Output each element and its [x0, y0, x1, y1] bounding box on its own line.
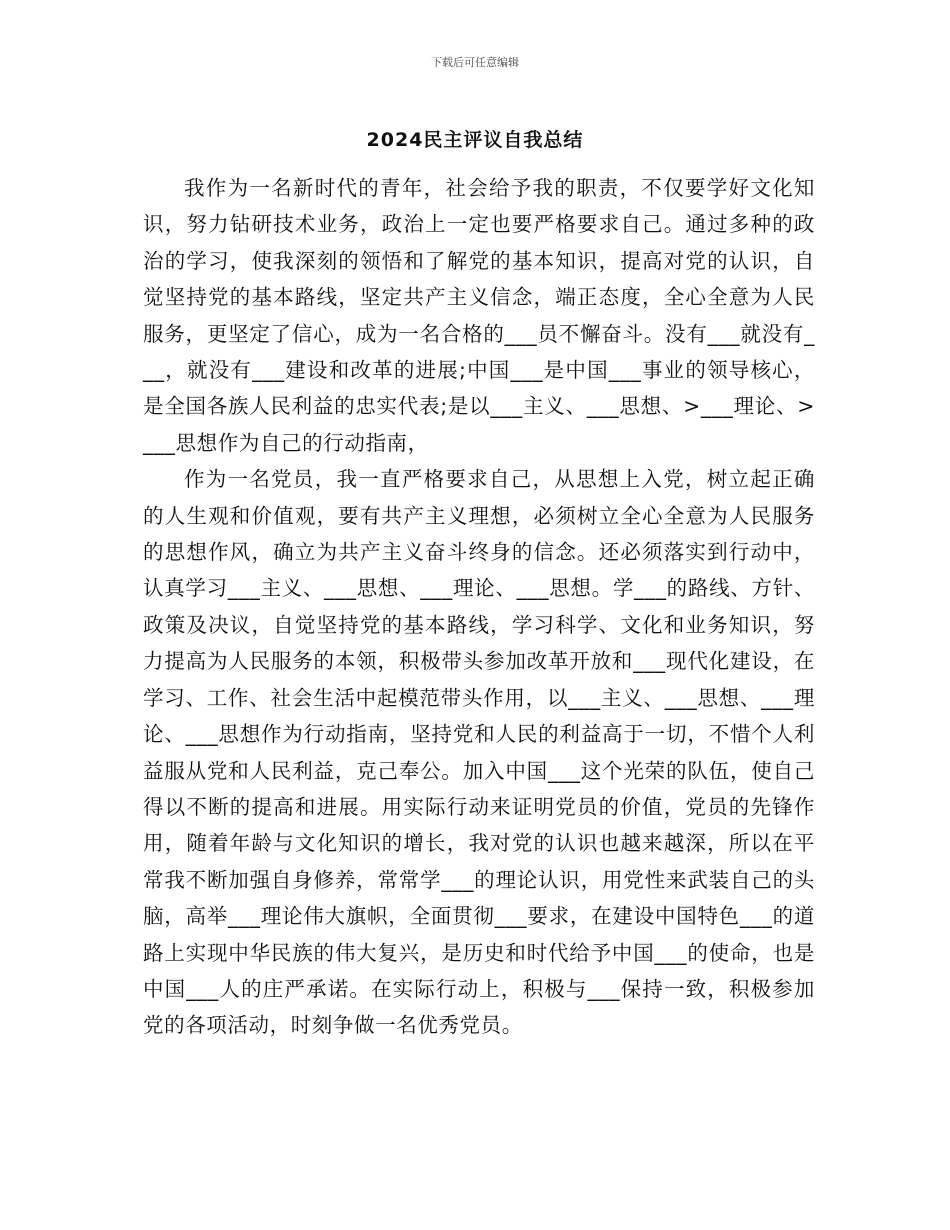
paragraph-1: 我作为一名新时代的青年，社会给予我的职责，不仅要学好文化知识，努力钻研技术业务，政治上一定也要严格要求自己。通过多种的政治的学习，使我深刻的领悟和了解党的基本知识，提高对党的认识，自觉坚持党的基本路线，坚定共产主义信念，端正态度，全心全意为人民服务，更坚定了信心，成为一名合格的___员不懈奋斗。没有___就没有___，就没有___建设和改革的进展;中国___是中国___事业的领导核心，是全国各族人民利益的忠实代表;是以___主义、___思想、>___理论、>___思想作为自己的行动指南， [143, 176, 815, 455]
document-title: 2024民主评议自我总结 [366, 129, 584, 151]
document-body [143, 170, 815, 1044]
page-header-note: 下载后可任意编辑 [431, 56, 519, 69]
paragraph-2: 作为一名党员，我一直严格要求自己，从思想上入党，树立起正确的人生观和价值观，要有共产主义理想，必须树立全心全意为人民服务的思想作风，确立为共产主义奋斗终身的信念。还必须落实到行动中，认真学习___主义、___思想、___理论、___思想。学___的路线、方针、政策及决议，自觉坚持党的基本路线，学习科学、文化和业务知识，努力提高为人民服务的本领，积极带头参加改革开放和___现代化建设，在学习、工作、社会生活中起模范带头作用，以___主义、___思想、___理论、___思想作为行动指南，坚持党和人民的利益高于一切，不惜个人利益服从党和人民利益，克己奉公。加入中国___这个光荣的队伍，使自己得以不断的提高和进展。用实际行动来证明党员的价值，党员的先锋作用，随着年龄与文化知识的增长，我对党的认识也越来越深，所以在平常我不断加强自身修养，常常学___的理论认识，用党性来武装自己的头脑，高举___理论伟大旗帜，全面贯彻___要求，在建设中国特色___的道路上实现中华民族的伟大复兴，是历史和时代给予中国___的使命，也是中国___人的庄严承诺。在实际行动上，积极与___保持一致，积极参加党的各项活动，时刻争做一名优秀党员。 [143, 467, 815, 1038]
